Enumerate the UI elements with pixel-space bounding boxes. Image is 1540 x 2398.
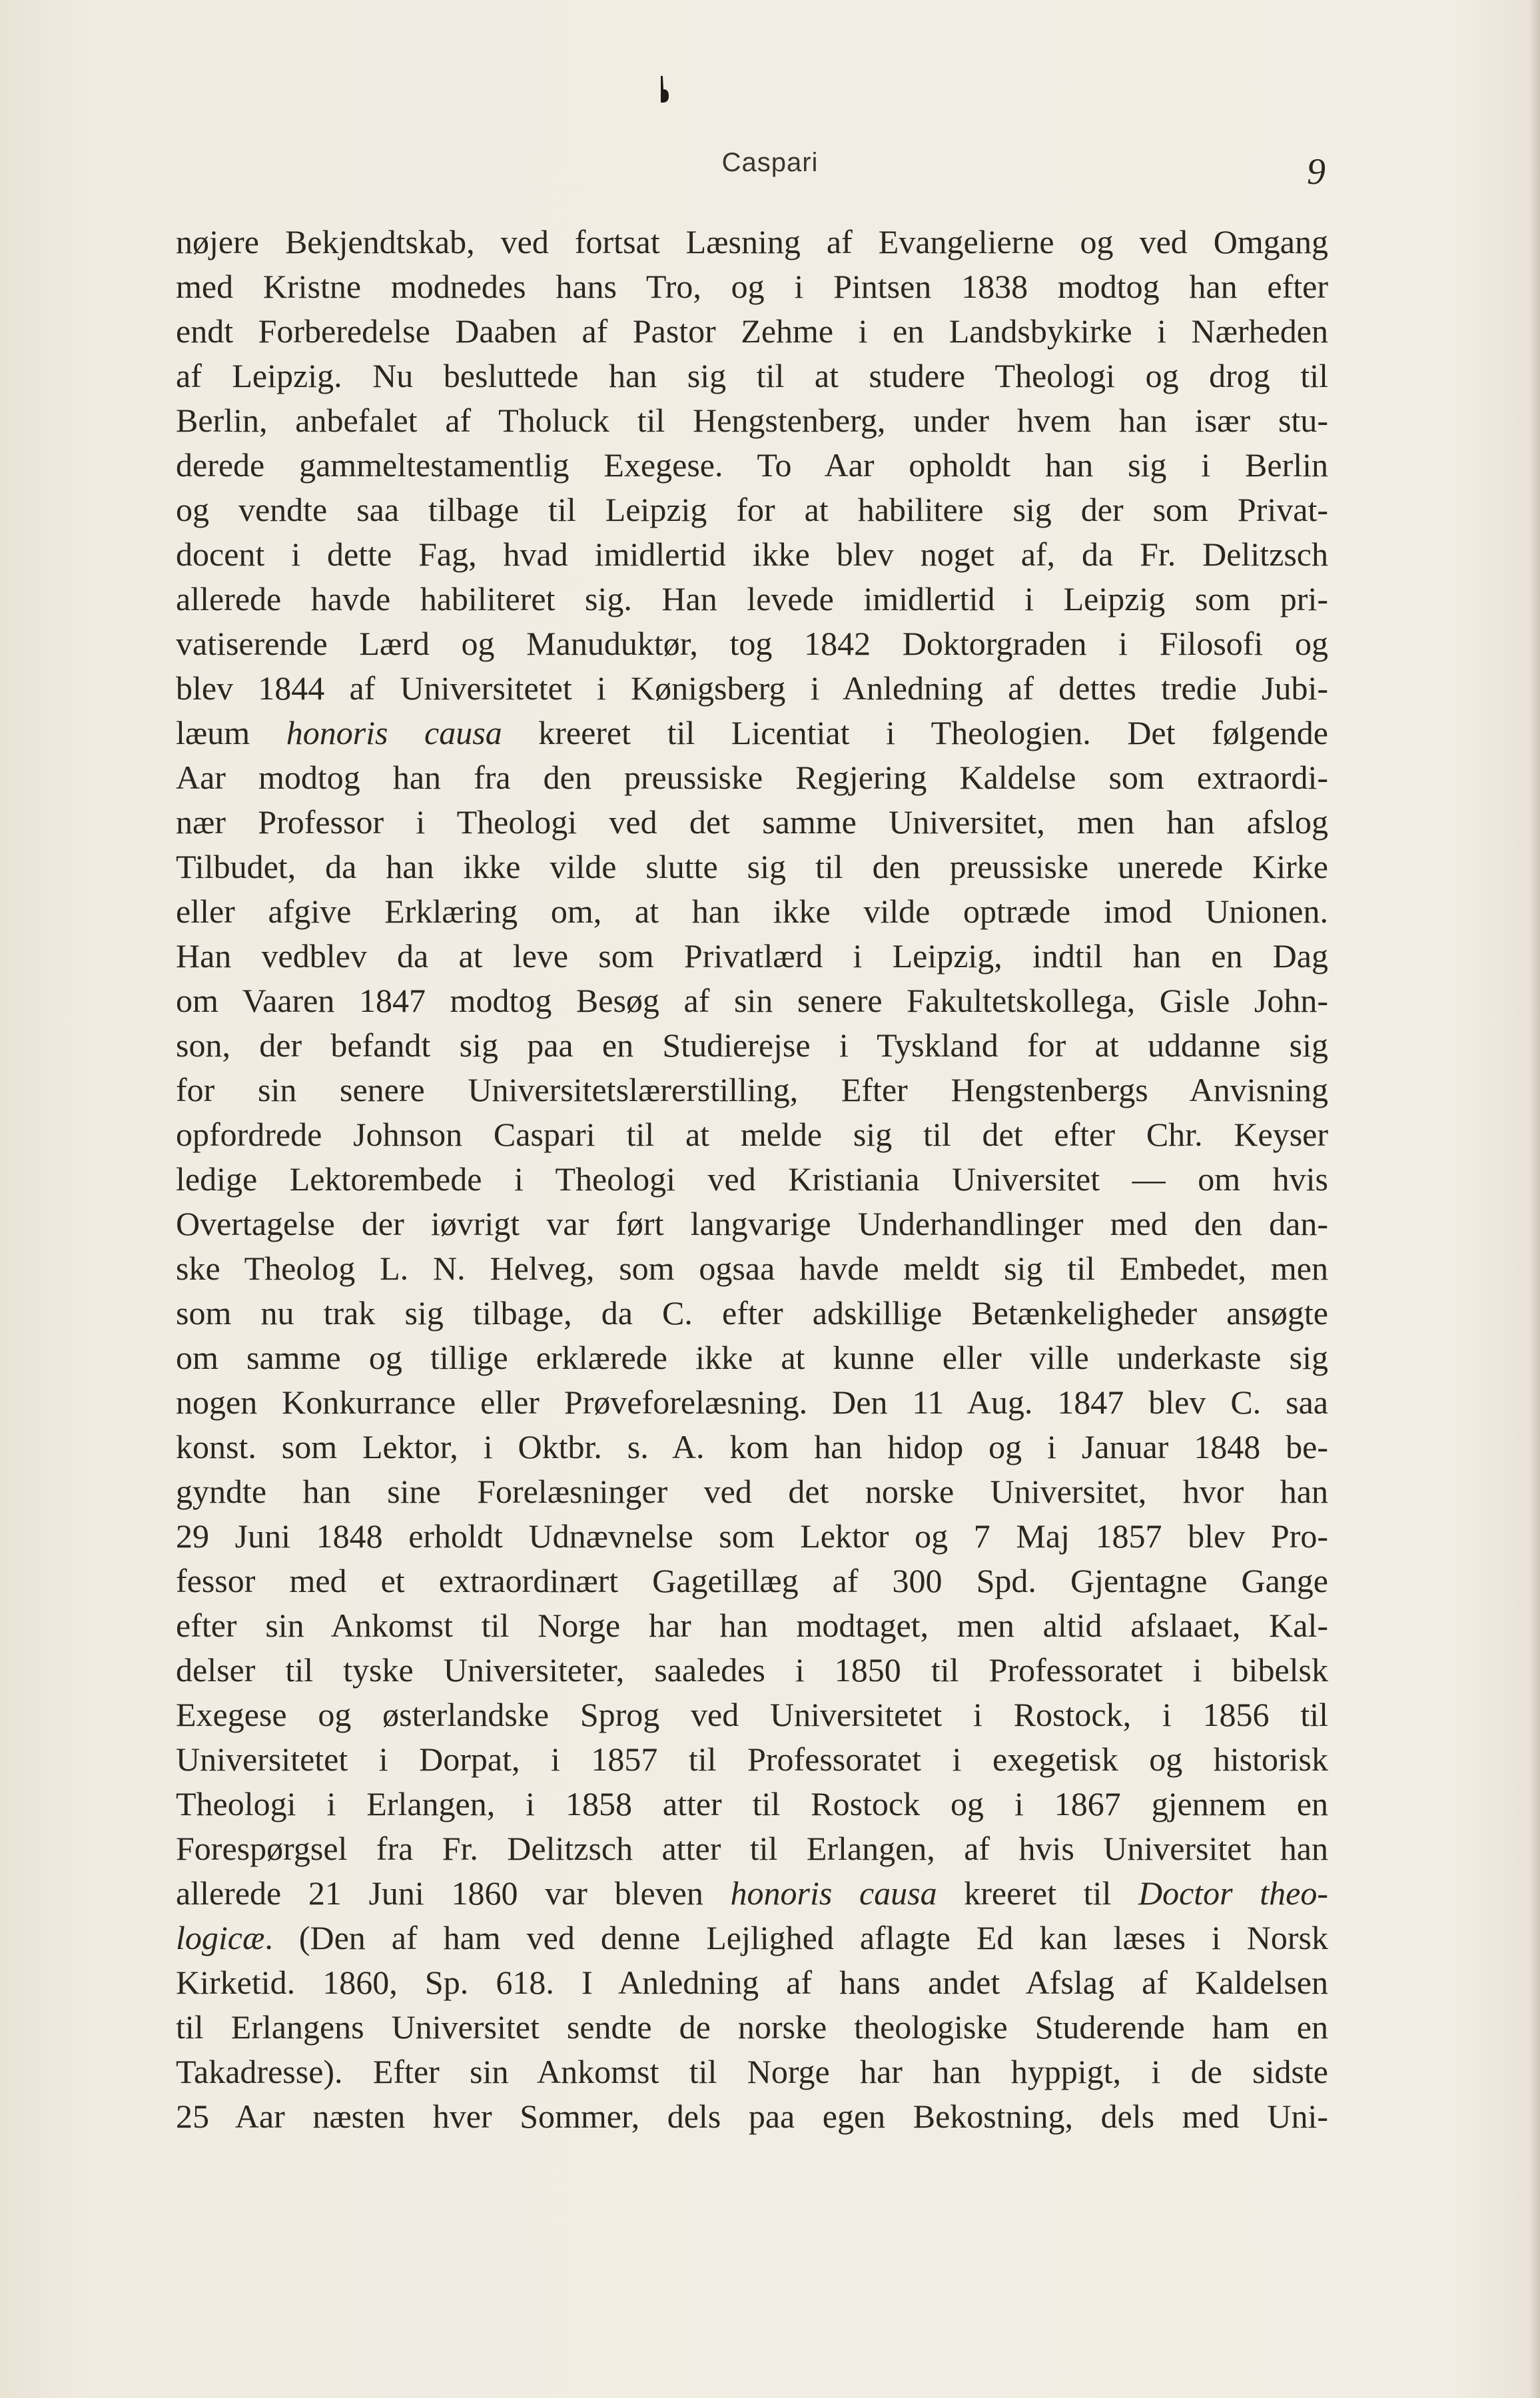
body-text — [176, 220, 1328, 2139]
text-line: Aar modtog han fra den preussiske Regjering Kaldelse som extraordi- — [176, 759, 1328, 796]
text-line: med Kristne modnedes hans Tro, og i Pintsen 1838 modtog han efter — [176, 268, 1328, 305]
text-line: logicæ. (Den af ham ved denne Lejlighed aflagte Ed kan læses i Norsk — [176, 1919, 1328, 1956]
italic-phrase: Doctor theo- — [1138, 1874, 1328, 1912]
text-line: 25 Aar næsten hver Sommer, dels paa egen Bekostning, dels med Uni- — [176, 2098, 1328, 2135]
italic-phrase: honoris causa — [286, 714, 502, 751]
text-line: Universitetet i Dorpat, i 1857 til Professoratet i exegetisk og historisk — [176, 1741, 1328, 1778]
text-line: nær Professor i Theologi ved det samme Universitet, men han afslog — [176, 803, 1328, 841]
text-line: endt Forberedelse Daaben af Pastor Zehme i en Landsbykirke i Nærheden — [176, 312, 1328, 350]
text-line: eller afgive Erklæring om, at han ikke vilde optræde imod Unionen. — [176, 893, 1328, 930]
text-line: Overtagelse der iøvrigt var ført langvarige Underhandlinger med den dan- — [176, 1205, 1328, 1242]
text-line: docent i dette Fag, hvad imidlertid ikke blev noget af, da Fr. Delitzsch — [176, 536, 1328, 573]
text-line: opfordrede Johnson Caspari til at melde sig til det efter Chr. Keyser — [176, 1116, 1328, 1153]
text-line: til Erlangens Universitet sendte de norske theologiske Studerende ham en — [176, 2008, 1328, 2046]
text-line: af Leipzig. Nu besluttede han sig til at studere Theologi og drog til — [176, 357, 1328, 394]
text-line: om Vaaren 1847 modtog Besøg af sin senere Fakultetskollega, Gisle John- — [176, 982, 1328, 1019]
italic-phrase: honoris causa — [730, 1874, 937, 1912]
text-line: delser til tyske Universiteter, saaledes i 1850 til Professoratet i bibelsk — [176, 1651, 1328, 1689]
text-line: blev 1844 af Universitetet i Kønigsberg i Anledning af dettes tredie Jubi- — [176, 669, 1328, 707]
text-line: Tilbudet, da han ikke vilde slutte sig til den preussiske unerede Kirke — [176, 848, 1328, 885]
text-line: for sin senere Universitetslærerstilling, Efter Hengstenbergs Anvisning — [176, 1071, 1328, 1108]
text-line: gyndte han sine Forelæsninger ved det norske Universitet, hvor han — [176, 1473, 1328, 1510]
ink-mark — [657, 75, 671, 104]
text-line: ske Theolog L. N. Helveg, som ogsaa havde meldt sig til Embedet, men — [176, 1250, 1328, 1287]
text-line: efter sin Ankomst til Norge har han modtaget, men altid afslaaet, Kal- — [176, 1607, 1328, 1644]
text-line: ledige Lektorembede i Theologi ved Kristiania Universitet — om hvis — [176, 1160, 1328, 1198]
page-number: 9 — [1307, 151, 1326, 193]
text-line: Forespørgsel fra Fr. Delitzsch atter til Erlangen, af hvis Universitet han — [176, 1830, 1328, 1867]
text-line: konst. som Lektor, i Oktbr. s. A. kom han hidop og i Januar 1848 be- — [176, 1428, 1328, 1465]
text-line: 29 Juni 1848 erholdt Udnævnelse som Lektor og 7 Maj 1857 blev Pro- — [176, 1517, 1328, 1555]
italic-phrase: logicæ — [176, 1919, 265, 1956]
text-line: allerede havde habiliteret sig. Han levede imidlertid i Leipzig som pri- — [176, 580, 1328, 617]
text-line: om samme og tillige erklærede ikke at kunne eller ville underkaste sig — [176, 1339, 1328, 1376]
text-line: vatiserende Lærd og Manuduktør, tog 1842 Doktorgraden i Filosofi og — [176, 625, 1328, 662]
text-line: Theologi i Erlangen, i 1858 atter til Rostock og i 1867 gjennem en — [176, 1785, 1328, 1822]
text-line: Berlin, anbefalet af Tholuck til Hengstenberg, under hvem han især stu- — [176, 402, 1328, 439]
text-line: nøjere Bekjendtskab, ved fortsat Læsning af Evangelierne og ved Omgang — [176, 223, 1328, 260]
text-line: og vendte saa tilbage til Leipzig for at habilitere sig der som Privat- — [176, 491, 1328, 528]
text-line: allerede 21 Juni 1860 var bleven honoris causa kreeret til Doctor theo- — [176, 1874, 1328, 1912]
text-line: derede gammeltestamentlig Exegese. To Aar opholdt han sig i Berlin — [176, 446, 1328, 484]
text-line: son, der befandt sig paa en Studierejse i Tyskland for at uddanne sig — [176, 1026, 1328, 1064]
text-line: Kirketid. 1860, Sp. 618. I Anledning af hans andet Afslag af Kaldelsen — [176, 1964, 1328, 2001]
text-line: læum honoris causa kreeret til Licentiat i Theologien. Det følgende — [176, 714, 1328, 751]
text-line: Han vedblev da at leve som Privatlærd i Leipzig, indtil han en Dag — [176, 937, 1328, 975]
text-line: som nu trak sig tilbage, da C. efter adskillige Betænkeligheder ansøgte — [176, 1294, 1328, 1332]
text-line: Exegese og østerlandske Sprog ved Universitetet i Rostock, i 1856 til — [176, 1696, 1328, 1733]
page-edge-shadow — [1529, 0, 1540, 2398]
text-line: fessor med et extraordinært Gagetillæg af 300 Spd. Gjentagne Gange — [176, 1562, 1328, 1599]
text-line: nogen Konkurrance eller Prøveforelæsning. Den 11 Aug. 1847 blev C. saa — [176, 1384, 1328, 1421]
text-line: Takadresse). Efter sin Ankomst til Norge har han hyppigt, i de sidste — [176, 2053, 1328, 2090]
running-head: Caspari — [721, 148, 819, 177]
